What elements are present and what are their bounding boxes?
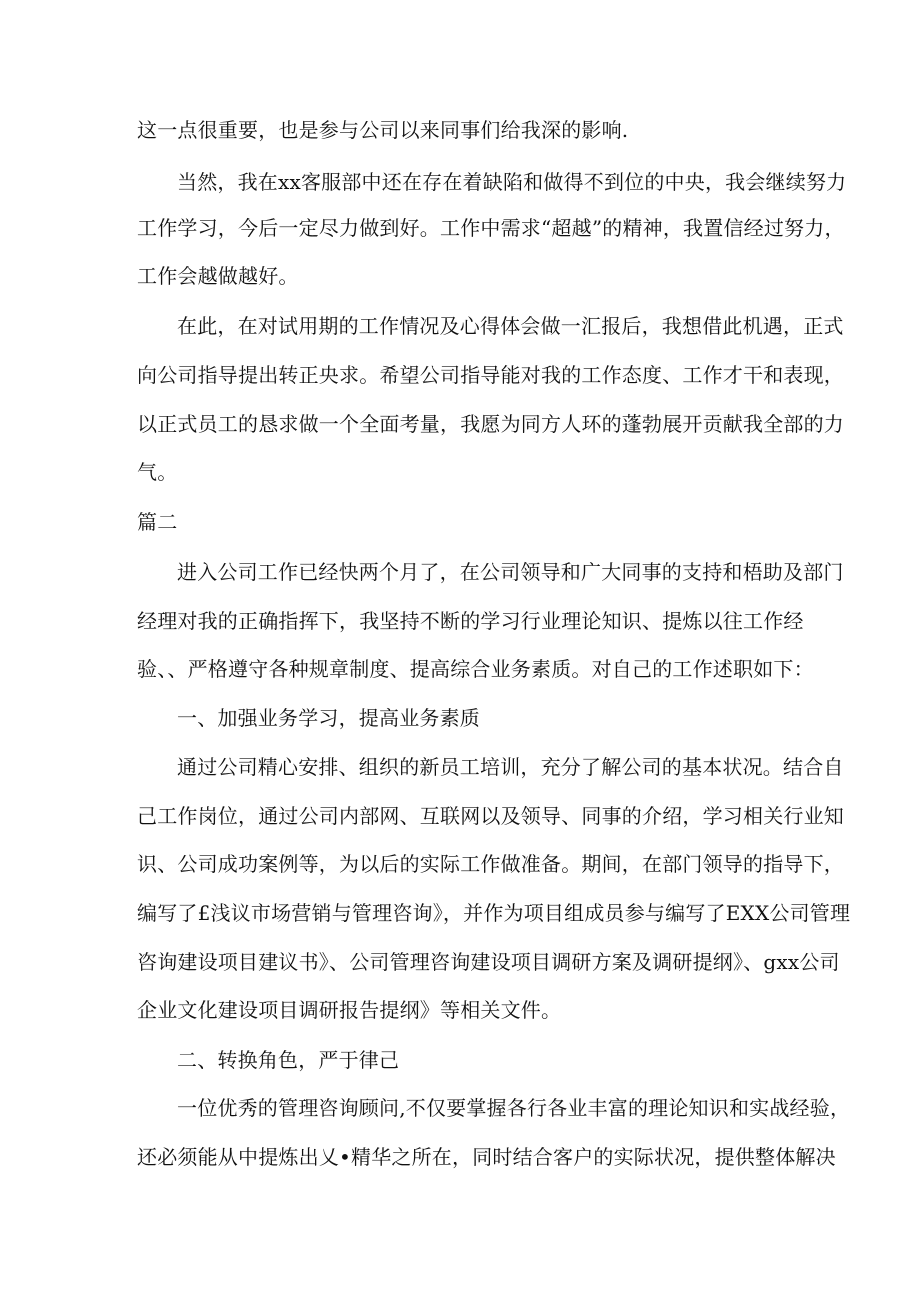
- text-line: 经理对我的正确指挥下，我坚持不断的学习行业理论知识、提炼以往工作经: [137, 609, 804, 633]
- text-line: 通过公司精心安排、组织的新员工培训，充分了解公司的基本状况。结合自: [177, 755, 844, 779]
- text-line: 以正式员工的恳求做一个全面考量，我愿为同方人环的蓬勃展开贡献我全部的力: [137, 412, 844, 436]
- text-line: 进入公司工作已经快两个月了，在公司领导和广大同事的支持和梧助及部门: [177, 560, 844, 584]
- text-line: 验、、严格遵守各种规章制度、提高综合业务素质。对自己的工作述职如下：: [137, 657, 814, 681]
- text-line: 工作学习，今后一定尽力做到好。工作中需求“超越”的精神，我置信经过努力，: [137, 216, 845, 240]
- text-line: 还必须能从中提炼出乂•精华之所在，同时结合客户的实际状况，提供整体解决: [137, 1145, 836, 1169]
- subheading: 二、转换角色，严于律己: [177, 1048, 400, 1072]
- text-line: 编写了£浅议市场营销与管理咨询》，并作为项目组成员参与编写了EXX公司管理: [137, 901, 851, 925]
- section-heading: 篇二: [137, 510, 178, 534]
- text-line: 咨询建设项目建议书》、公司管理咨询建设项目调研方案及调研提纲》、gxx公司: [137, 950, 840, 974]
- text-line: 这一点很重要，也是参与公司以来同事们给我深的影响.: [137, 118, 629, 142]
- text-line: 工作会越做越好。: [137, 264, 299, 288]
- text-line: 当然，我在xx客服部中还在存在着缺陷和做得不到位的中央，我会继续努力: [177, 170, 847, 194]
- text-line: 企业文化建设项目调研报告提纲》等相关文件。: [137, 998, 562, 1022]
- text-line: 识、公司成功案例等，为以后的实际工作做准备。期间，在部门领导的指导下，: [137, 852, 844, 876]
- text-line: 己工作岗位，通过公司内部网、互联网以及领导、同事的介绍，学习相关行业知: [137, 804, 844, 828]
- text-line: 一位优秀的管理咨询顾问,不仅要掌握各行各业丰富的理论知识和实战经验，: [177, 1096, 851, 1120]
- subheading: 一、加强业务学习，提高业务素质: [177, 706, 480, 730]
- text-line: 气。: [137, 460, 178, 484]
- text-line: 在此，在对试用期的工作情况及心得体会做一汇报后，我想借此机遇，正式: [177, 314, 844, 338]
- text-line: 向公司指导提出转正央求。希望公司指导能对我的工作态度、工作才干和表现，: [137, 363, 844, 387]
